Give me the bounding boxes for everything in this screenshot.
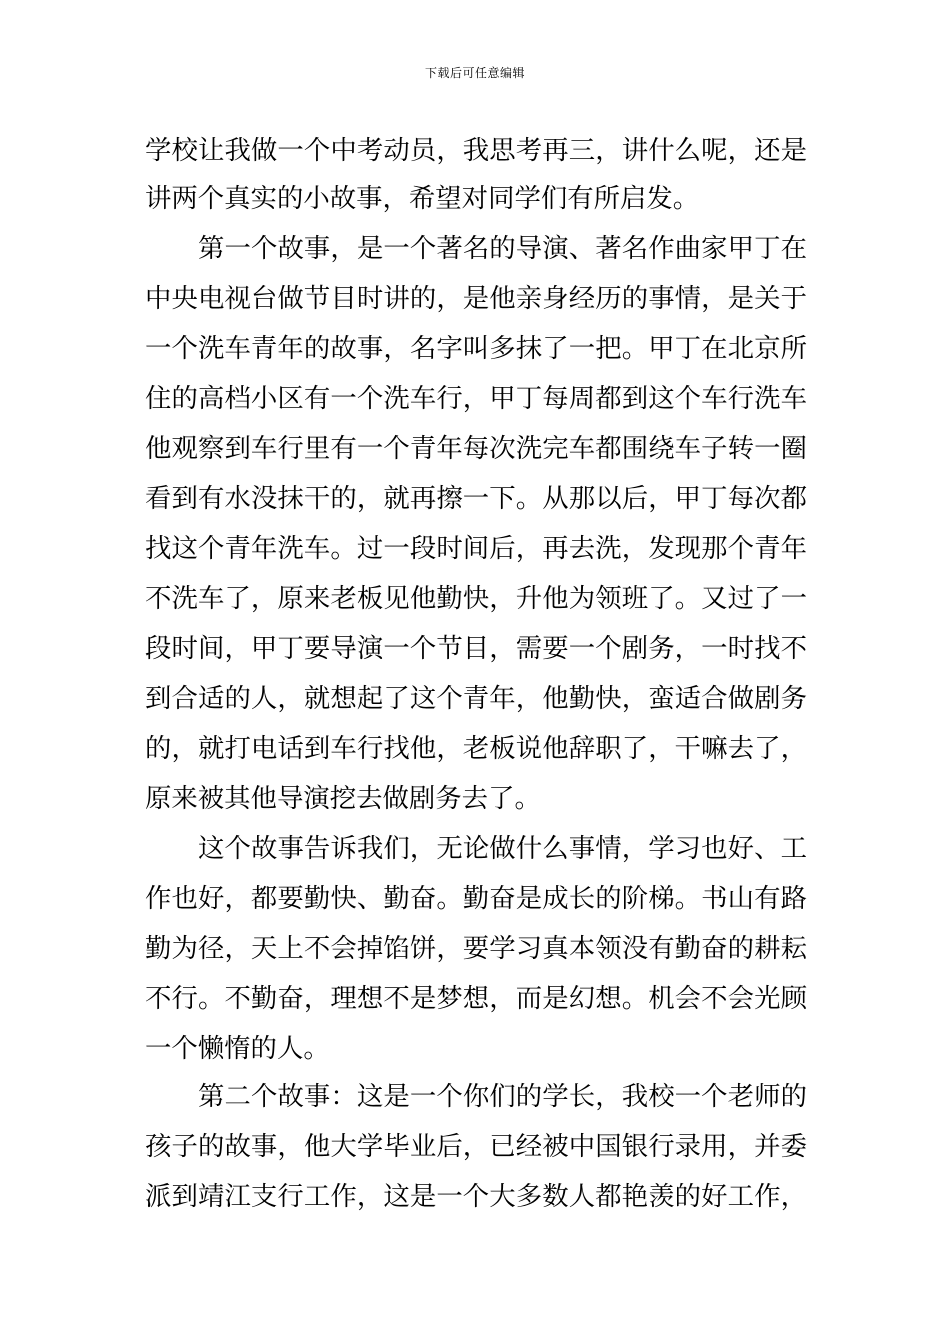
- text-line: 住的高档小区有一个洗车行，甲丁每周都到这个车行洗车: [145, 383, 807, 414]
- text-line: 不行。不勤奋，理想不是梦想，而是幻想。机会不会光顾: [145, 983, 807, 1014]
- text-line: 学校让我做一个中考动员，我思考再三，讲什么呢，还是: [145, 135, 807, 166]
- text-line: 的，就打电话到车行找他，老板说他辞职了，干嘛去了，: [145, 733, 807, 764]
- paragraph-first-line: 这个故事告诉我们，无论做什么事情，学习也好、工: [198, 833, 807, 864]
- text-line: 不洗车了，原来老板见他勤快，升他为领班了。又过了一: [145, 583, 807, 614]
- paragraph-first-line: 第二个故事：这是一个你们的学长，我校一个老师的: [198, 1081, 807, 1112]
- page-header: 下载后可任意编辑: [424, 66, 525, 80]
- text-line: 中央电视台做节目时讲的，是他亲身经历的事情，是关于: [145, 283, 807, 314]
- text-line: 段时间，甲丁要导演一个节目，需要一个剧务，一时找不: [145, 633, 807, 664]
- text-line: 看到有水没抹干的，就再擦一下。从那以后，甲丁每次都: [145, 483, 807, 514]
- text-line: 作也好，都要勤快、勤奋。勤奋是成长的阶梯。书山有路: [145, 883, 807, 914]
- text-line: 他观察到车行里有一个青年每次洗完车都围绕车子转一圈: [145, 433, 807, 464]
- text-line: 勤为径，天上不会掉馅饼，要学习真本领没有勤奋的耕耘: [145, 933, 807, 964]
- paragraph-first-line: 第一个故事，是一个著名的导演、著名作曲家甲丁在: [198, 233, 807, 264]
- text-line: 一个洗车青年的故事，名字叫多抹了一把。甲丁在北京所: [145, 333, 807, 364]
- text-line: 一个懒惰的人。: [145, 1033, 330, 1064]
- text-line: 找这个青年洗车。过一段时间后，再去洗，发现那个青年: [145, 533, 807, 564]
- text-line: 讲两个真实的小故事，希望对同学们有所启发。: [145, 183, 700, 214]
- text-line: 到合适的人，就想起了这个青年，他勤快，蛮适合做剧务: [145, 683, 807, 714]
- text-line: 孩子的故事，他大学毕业后，已经被中国银行录用，并委: [145, 1131, 807, 1162]
- text-line: 派到靖江支行工作，这是一个大多数人都艳羡的好工作，: [145, 1181, 807, 1212]
- text-line: 原来被其他导演挖去做剧务去了。: [145, 783, 541, 814]
